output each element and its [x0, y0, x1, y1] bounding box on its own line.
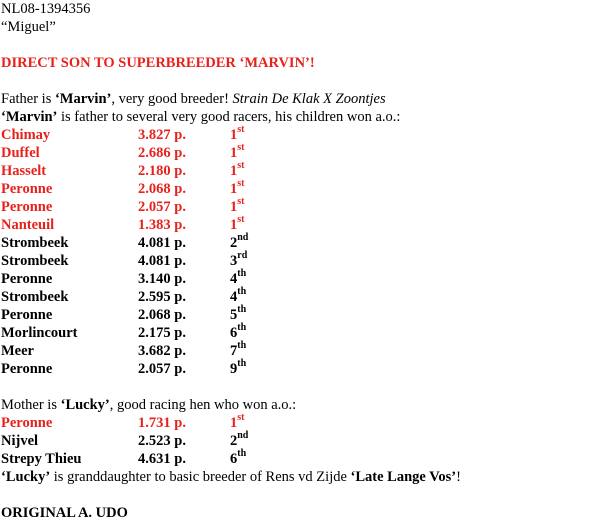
result-row [1, 360, 587, 378]
result-place: Strombeek [1, 235, 69, 251]
result-distance: 1.731 p. [138, 415, 186, 431]
result-rank-number: 7 [230, 343, 238, 359]
father-intro-prefix: Father is [1, 91, 55, 107]
ring-number: NL08-1394356 [1, 1, 91, 17]
result-place: Strepy Thieu [1, 451, 82, 467]
result-row [1, 252, 587, 270]
result-place: Peronne [1, 271, 53, 287]
result-row [1, 144, 587, 162]
result-place: Peronne [1, 199, 53, 215]
pigeon-name: “Miguel” [1, 19, 56, 35]
result-place: Nanteuil [1, 217, 55, 233]
spacer [1, 486, 587, 504]
result-place: Nijvel [1, 433, 39, 449]
result-place: Strombeek [1, 289, 69, 305]
result-row [1, 450, 587, 468]
mother-results-list [1, 414, 587, 468]
result-place: Strombeek [1, 253, 69, 269]
result-rank-suffix: th [237, 358, 247, 370]
result-row [1, 288, 587, 306]
result-rank-number: 1 [230, 415, 238, 431]
father-name: ‘Marvin’ [1, 109, 58, 125]
result-rank-suffix: th [237, 340, 247, 352]
result-rank-suffix: th [237, 268, 247, 280]
result-distance: 3.682 p. [138, 343, 186, 359]
result-distance: 2.180 p. [138, 163, 186, 179]
result-rank-number: 5 [230, 307, 238, 323]
result-rank-number: 1 [230, 217, 238, 233]
spacer [1, 72, 587, 90]
result-place: Peronne [1, 415, 53, 431]
result-place: Duffel [1, 145, 40, 161]
result-rank-suffix: th [237, 448, 247, 460]
result-row [1, 180, 587, 198]
result-rank-suffix: rd [237, 250, 248, 262]
result-distance: 4.081 p. [138, 235, 186, 251]
result-rank [230, 360, 290, 378]
result-distance: 3.827 p. [138, 127, 186, 143]
headline: DIRECT SON TO SUPERBREEDER ‘MARVIN’! [1, 55, 315, 71]
result-rank-number: 1 [230, 181, 238, 197]
father-results-intro-text: is father to several very good racers, his children won a.o.: [57, 109, 401, 125]
result-rank-suffix: st [237, 196, 245, 208]
result-row [1, 270, 587, 288]
result-rank-suffix: st [237, 124, 245, 136]
result-distance: 2.686 p. [138, 145, 186, 161]
result-rank [230, 450, 290, 468]
result-row [1, 306, 587, 324]
result-place: Peronne [1, 181, 53, 197]
mother-name: ‘Lucky’ [1, 469, 51, 485]
document [1, 0, 587, 522]
result-rank-number: 1 [230, 199, 238, 215]
father-intro-middle: , very good breeder! [111, 91, 233, 107]
result-place: Morlincourt [1, 325, 78, 341]
result-rank-number: 1 [230, 163, 238, 179]
result-distance: 2.595 p. [138, 289, 186, 305]
result-rank-number: 9 [230, 361, 238, 377]
father-results-list [1, 126, 587, 378]
result-distance: 2.175 p. [138, 325, 186, 341]
result-rank-suffix: st [237, 142, 245, 154]
result-distance: 4.081 p. [138, 253, 186, 269]
result-place: Hasselt [1, 163, 47, 179]
result-rank-number: 4 [230, 271, 238, 287]
mother-intro [1, 396, 587, 414]
result-row [1, 126, 587, 144]
result-place: Peronne [1, 307, 53, 323]
result-rank-number: 6 [230, 325, 238, 341]
result-row [1, 198, 587, 216]
result-rank-number: 3 [230, 253, 238, 269]
result-rank-number: 1 [230, 127, 238, 143]
result-rank-suffix: st [237, 160, 245, 172]
result-row [1, 216, 587, 234]
result-distance: 4.631 p. [138, 451, 186, 467]
result-row [1, 234, 587, 252]
result-row [1, 432, 587, 450]
father-intro [1, 90, 587, 108]
father-name: ‘Marvin’ [54, 91, 112, 107]
result-rank-suffix: th [237, 286, 247, 298]
result-place: Meer [1, 343, 34, 359]
mother-intro-prefix: Mother is [1, 397, 61, 413]
result-place: Peronne [1, 361, 53, 377]
footer-origin: ORIGINAL A. UDO [1, 505, 128, 521]
result-row [1, 414, 587, 432]
result-rank-suffix: st [237, 178, 245, 190]
father-strain: Strain De Klak X Zoontjes [232, 91, 386, 107]
result-rank-suffix: st [237, 412, 245, 424]
result-rank-number: 1 [230, 145, 238, 161]
result-distance: 2.523 p. [138, 433, 186, 449]
result-distance: 3.140 p. [138, 271, 186, 287]
result-rank-suffix: th [237, 304, 247, 316]
result-rank-number: 2 [230, 433, 238, 449]
result-rank-suffix: nd [237, 232, 249, 244]
father-results-intro [1, 108, 587, 126]
result-rank-suffix: nd [237, 430, 249, 442]
result-rank-number: 2 [230, 235, 238, 251]
result-distance: 1.383 p. [138, 217, 186, 233]
result-row [1, 324, 587, 342]
result-rank-suffix: st [237, 214, 245, 226]
result-row [1, 342, 587, 360]
mother-name: ‘Lucky’ [60, 397, 110, 413]
mother-note-text: is granddaughter to basic breeder of Rens vd Zijde [50, 469, 351, 485]
mother-note [1, 468, 587, 486]
result-rank-number: 4 [230, 289, 238, 305]
result-row [1, 162, 587, 180]
result-place: Chimay [1, 127, 51, 143]
result-distance: 2.057 p. [138, 199, 186, 215]
result-distance: 2.068 p. [138, 181, 186, 197]
result-distance: 2.068 p. [138, 307, 186, 323]
result-rank-suffix: th [237, 322, 247, 334]
grandfather-name: ‘Late Lange Vos’ [350, 469, 457, 485]
spacer [1, 378, 587, 396]
spacer [1, 36, 587, 54]
mother-note-end: ! [456, 469, 461, 485]
result-rank-number: 6 [230, 451, 238, 467]
mother-intro-suffix: , good racing hen who won a.o.: [109, 397, 297, 413]
result-distance: 2.057 p. [138, 361, 186, 377]
